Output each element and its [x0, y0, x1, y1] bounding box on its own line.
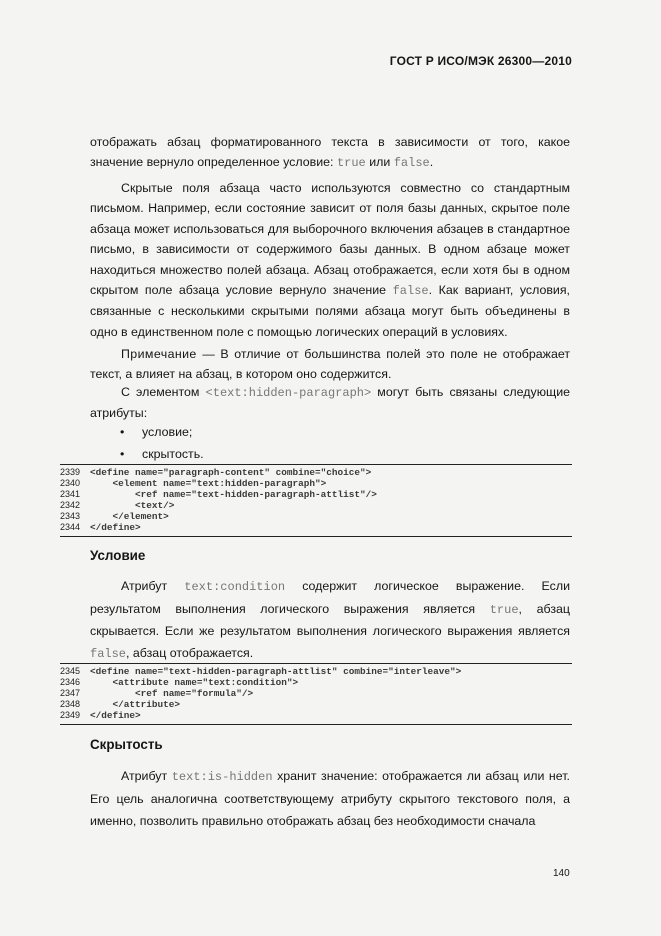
code-block-2	[60, 663, 572, 725]
code-true: true	[336, 156, 366, 171]
code-line	[60, 500, 572, 511]
hidden-fields-paragraph: Скрытые поля абзаца часто используются совместно со стандартным письмом. Например, если состояние зависит от поля базы данных, скрытое поле абзаца может использоваться для выборочного включения абзацев в стандартное письмо, в зависимости от содержимого базы данных. В одном абзаце может находиться множество полей абзаца. Абзац отображается, если хотя бы в одном скрытом поле абзаца условие вернуло значение false. Как вариант, условия, связанные с несколькими скрытыми полями абзаца могут быть объединены в одно в единственном поле с помощью логических операций в условиях.	[90, 181, 570, 339]
section-heading-condition: Условие	[90, 548, 146, 563]
attribute-list	[90, 421, 570, 465]
code-line	[60, 699, 572, 710]
line-number: 2346	[60, 677, 81, 687]
code-false: false	[393, 156, 430, 171]
code-text: <ref name="formula"/>	[90, 688, 254, 699]
bullet-icon: •	[120, 425, 125, 439]
code-element: <text:hidden-paragraph>	[205, 386, 372, 400]
attributes-intro-paragraph: С элементом <text:hidden-paragraph> могут быть связаны следующие атрибуты:	[90, 385, 571, 421]
code-true: true	[489, 602, 519, 617]
code-text: <attribute name="text:condition">	[90, 677, 299, 688]
code-text: </define>	[90, 522, 141, 533]
code-attr: text:condition	[184, 580, 286, 594]
note-label: Примечание	[121, 347, 197, 361]
condition-paragraph: Атрибут text:condition содержит логическое выражение. Если результатом выполнения логического выражения является true, абзац скрывается. Если же результатом выполнения логического выражения является false, абзац отображается.	[90, 579, 570, 661]
code-text: </element>	[90, 511, 169, 522]
or-word: или	[365, 155, 394, 170]
code-text: </attribute>	[90, 699, 181, 710]
intro-text: отображать абзац форматированного текста в зависимости от того, какое значение вернуло определенное условие:	[90, 135, 570, 170]
code-block-1	[60, 464, 572, 537]
code-line	[60, 467, 572, 478]
code-line	[60, 677, 572, 688]
code-text: <define name="paragraph-content" combine="choice">	[90, 467, 372, 478]
note-paragraph	[90, 344, 570, 385]
code-line	[60, 666, 572, 677]
line-number: 2343	[60, 511, 81, 521]
bullet-icon: •	[120, 447, 125, 461]
line-number: 2348	[60, 699, 81, 709]
code-line	[60, 478, 572, 489]
line-number: 2344	[60, 522, 81, 532]
code-line	[60, 688, 572, 699]
line-number: 2347	[60, 688, 81, 698]
code-text: <ref name="text-hidden-paragraph-attlist"/>	[90, 489, 377, 500]
code-false: false	[90, 646, 127, 661]
intro-paragraph: отображать абзац форматированного текста в зависимости от того, какое значение вернуло определенное условие: true или false.	[90, 135, 570, 171]
line-number: 2339	[60, 467, 81, 477]
line-number: 2340	[60, 478, 81, 488]
code-text: <element name="text:hidden-paragraph">	[90, 478, 327, 489]
code-text: <define name="text-hidden-paragraph-attlist" combine="interleave">	[90, 666, 462, 677]
note-text: — В отличие от большинства полей это поле не отображает текст, а влияет на абзац, в котором оно содержится.	[90, 347, 570, 382]
hidden-paragraph: Атрибут text:is-hidden хранит значение: отображается ли абзац или нет. Его цель аналогична соответствующему атрибуту скрытого текстового поля, а именно, позволить правильно отображать абзац без необходимости сначала	[90, 769, 570, 828]
code-line	[60, 489, 572, 500]
line-number: 2345	[60, 666, 81, 676]
code-line	[60, 511, 572, 522]
line-number: 2342	[60, 500, 81, 510]
code-text: <text/>	[90, 500, 175, 511]
list-item: • скрытость.	[90, 443, 570, 465]
code-text: </define>	[90, 710, 141, 721]
code-line	[60, 522, 572, 533]
code-false: false	[392, 284, 429, 299]
code-attr: text:is-hidden	[171, 770, 273, 784]
line-number: 2349	[60, 710, 81, 720]
line-number: 2341	[60, 489, 81, 499]
code-line	[60, 710, 572, 721]
section-heading-hidden: Скрытость	[90, 737, 163, 752]
list-item: • условие;	[90, 421, 570, 443]
standard-header: ГОСТ Р ИСО/МЭК 26300—2010	[389, 54, 572, 68]
page-number: 140	[553, 868, 570, 879]
